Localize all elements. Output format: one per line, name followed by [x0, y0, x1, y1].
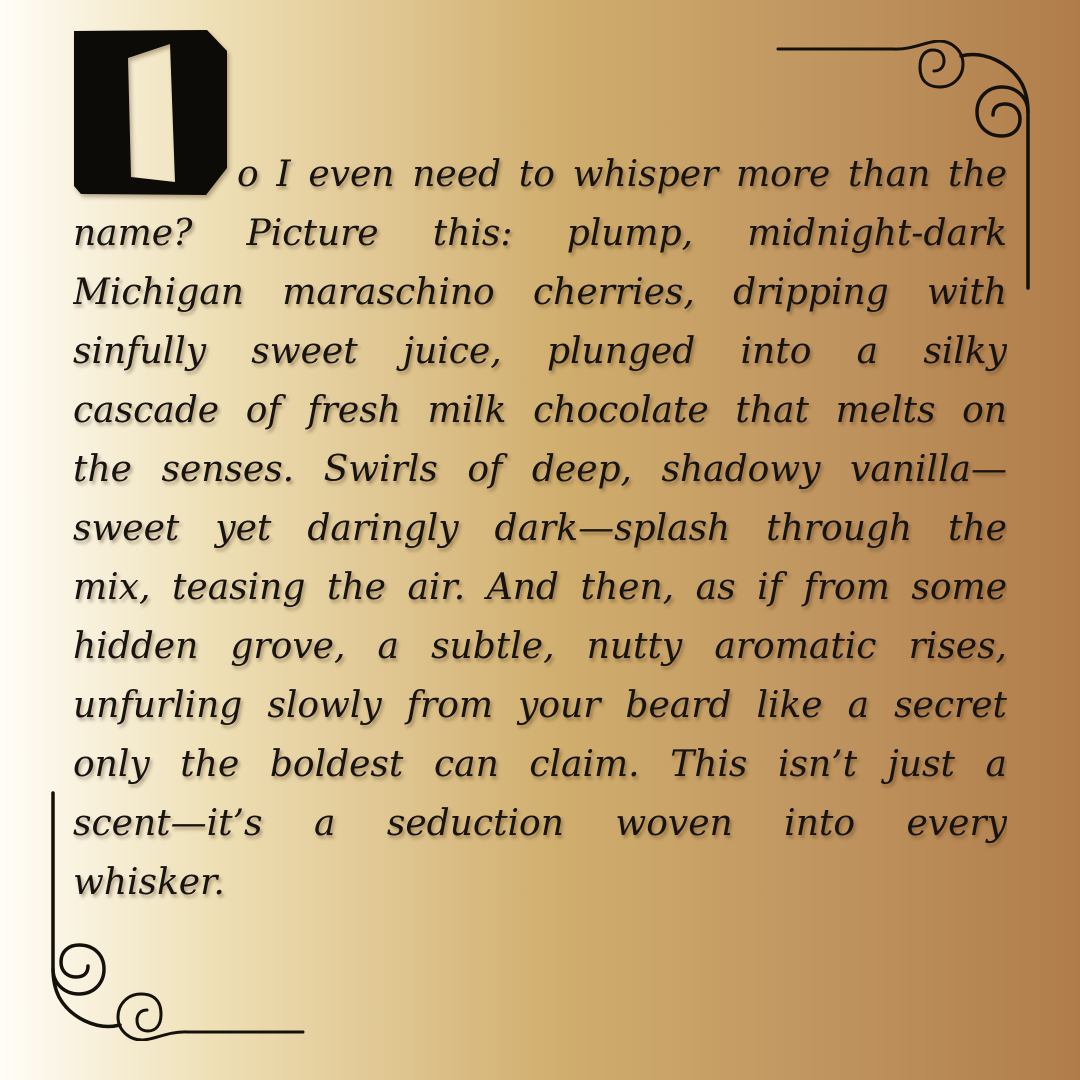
- text-line: scent—it’s a seduction woven into every: [73, 803, 1007, 844]
- text-line: Michigan maraschino cherries, dripping with: [73, 272, 1007, 313]
- text-line: sinfully sweet juice, plunged into a silky: [73, 331, 1007, 372]
- text-line: unfurling slowly from your beard like a secret: [73, 685, 1007, 726]
- text-line: the senses. Swirls of deep, shadowy vanilla—: [73, 449, 1007, 490]
- text-line: whisker.: [73, 862, 225, 903]
- text-line: name? Picture this: plump, midnight-dark: [73, 213, 1007, 254]
- text-line: hidden grove, a subtle, nutty aromatic rises,: [73, 626, 1007, 667]
- body-text: [73, 145, 1007, 912]
- text-line: mix, teasing the air. And then, as if from some: [73, 567, 1007, 608]
- text-line: cascade of fresh milk chocolate that melts on: [73, 390, 1007, 431]
- text-line: o I even need to whisper more than the: [237, 154, 1007, 195]
- text-line: only the boldest can claim. This isn’t just a: [73, 744, 1007, 785]
- text-line: sweet yet daringly dark—splash through the: [73, 508, 1007, 549]
